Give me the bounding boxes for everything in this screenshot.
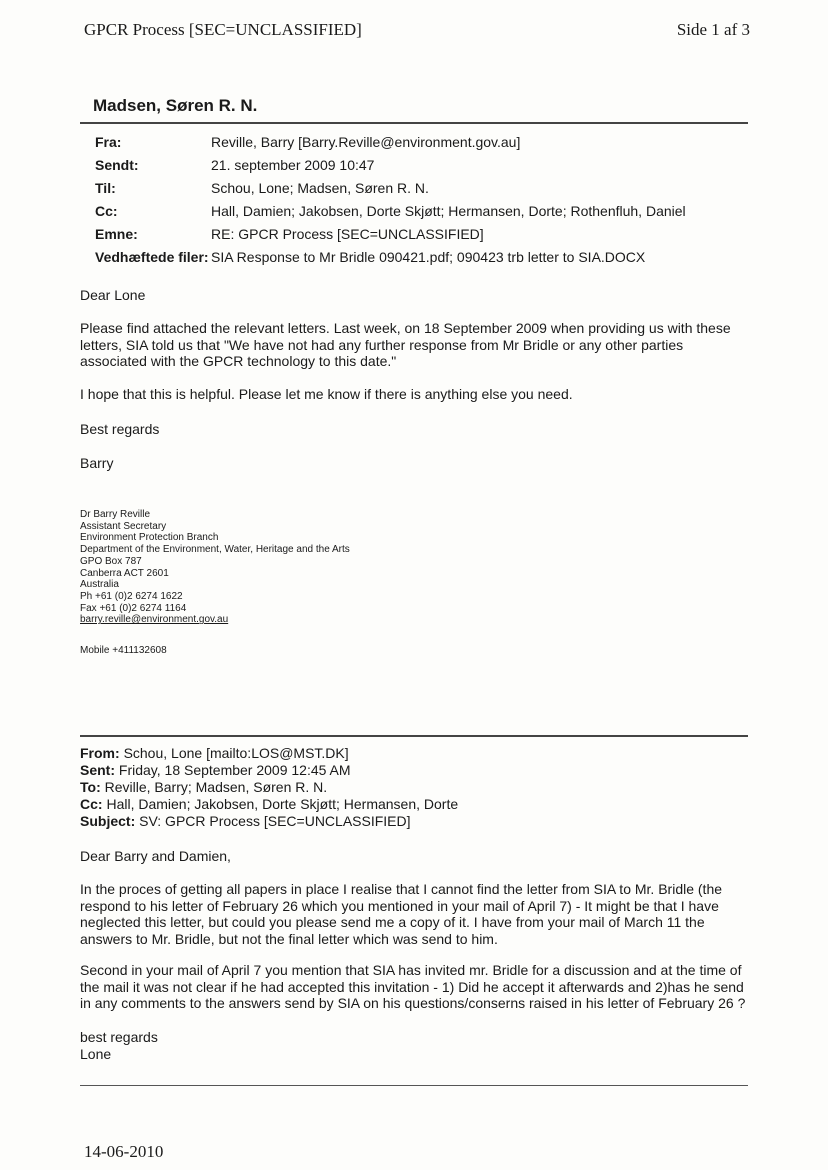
header-label: Emne:: [95, 226, 138, 242]
email-signoff: Barry: [80, 455, 114, 471]
forwarded-subject: [80, 813, 411, 830]
page-number: Side 1 af 3: [676, 20, 750, 39]
header-divider: [80, 122, 748, 124]
email-paragraph: I hope that this is helpful. Please let me know if there is anything else you need.: [80, 386, 573, 402]
signature-email-link[interactable]: barry.reville@environment.gov.au: [80, 614, 229, 626]
signature-department: Department of the Environment, Water, Heritage and the Arts: [80, 544, 350, 556]
page-header-title: GPCR Process [SEC=UNCLASSIFIED]: [84, 20, 362, 39]
forwarded-cc-label: Cc:: [80, 796, 103, 812]
forwarded-from-value: Schou, Lone [mailto:LOS@MST.DK]: [123, 745, 349, 761]
forwarded-sent-value: Friday, 18 September 2009 12:45 AM: [118, 762, 351, 778]
forwarded-subject-label: Subject:: [80, 813, 136, 829]
header-label: Sendt:: [95, 157, 139, 173]
header-label: Cc:: [95, 203, 118, 219]
forwarded-to-label: To:: [80, 779, 101, 795]
forwarded-sent: [80, 762, 351, 779]
header-value: Schou, Lone; Madsen, Søren R. N.: [211, 180, 429, 196]
signature-name: Dr Barry Reville: [80, 509, 151, 520]
email-signoff: Lone: [80, 1046, 112, 1062]
attachment-list[interactable]: SIA Response to Mr Bridle 090421.pdf; 090423 trb letter to SIA.DOCX: [211, 249, 646, 265]
email-paragraph: In the proces of getting all papers in place I realise that I cannot find the letter from SIA to Mr. Bridle (the respond to his letter of February 26 which you mentioned in your mail of April 7) - It might be that I have neglected this letter, but could you please send me a copy of it. I have from your mail of March 11 the answers to Mr. Bridle, but not the final letter which was send to him.: [80, 881, 723, 947]
forwarded-from-label: From:: [80, 745, 120, 761]
page-footer-date: 14-06-2010: [84, 1142, 164, 1161]
signature-block: [80, 509, 350, 626]
header-value: Reville, Barry [Barry.Reville@environment.gov.au]: [211, 134, 521, 150]
header-value: Hall, Damien; Jakobsen, Dorte Skjøtt; Hermansen, Dorte; Rothenfluh, Daniel: [211, 203, 686, 219]
header-label: Vedhæftede filer:: [95, 249, 209, 265]
email-paragraph: Second in your mail of April 7 you mention that SIA has invited mr. Bridle for a discussion and at the time of the mail it was not clear if he had accepted this invitation - 1) Did he accept it afterwards and 2)has he send in any comments to the answers send by SIA on his questions/conserns raised in his letter of February 26 ?: [80, 962, 746, 1011]
signature-mobile: Mobile +411132608: [80, 645, 167, 656]
forwarded-to-value: Reville, Barry; Madsen, Søren R. N.: [104, 779, 328, 795]
header-value: RE: GPCR Process [SEC=UNCLASSIFIED]: [211, 226, 484, 242]
forwarded-sent-label: Sent:: [80, 762, 115, 778]
signature-city: Canberra ACT 2601: [80, 567, 169, 579]
forwarded-from: [80, 745, 349, 762]
mailbox-owner-name: Madsen, Søren R. N.: [93, 96, 258, 115]
forwarded-to: [80, 779, 327, 796]
header-label: Til:: [95, 180, 116, 196]
end-divider: [80, 1085, 748, 1086]
signature-title: Assistant Secretary: [80, 520, 167, 532]
email-paragraph: Please find attached the relevant letters. Last week, on 18 September 2009 when providing us with these letters, SIA told us that "We have not had any further response from Mr Bridle or any other parties associated with the GPCR technology to this date.": [80, 320, 731, 369]
email-closing: best regards: [80, 1029, 158, 1045]
signature-po-box: GPO Box 787: [80, 555, 142, 567]
forwarded-cc: [80, 796, 458, 813]
forwarded-cc-value: Hall, Damien; Jakobsen, Dorte Skjøtt; Hermansen, Dorte: [106, 796, 459, 812]
header-value: 21. september 2009 10:47: [211, 157, 375, 173]
email-greeting: Dear Barry and Damien,: [80, 848, 231, 864]
signature-branch: Environment Protection Branch: [80, 532, 219, 544]
email-greeting: Dear Lone: [80, 287, 146, 303]
email-closing: Best regards: [80, 421, 160, 437]
forward-divider: [80, 735, 748, 737]
signature-fax: Fax +61 (0)2 6274 1164: [80, 602, 187, 614]
signature-phone: Ph +61 (0)2 6274 1622: [80, 590, 183, 602]
forwarded-subject-value: SV: GPCR Process [SEC=UNCLASSIFIED]: [139, 813, 411, 829]
signature-country: Australia: [80, 579, 119, 591]
header-label: Fra:: [95, 134, 122, 150]
